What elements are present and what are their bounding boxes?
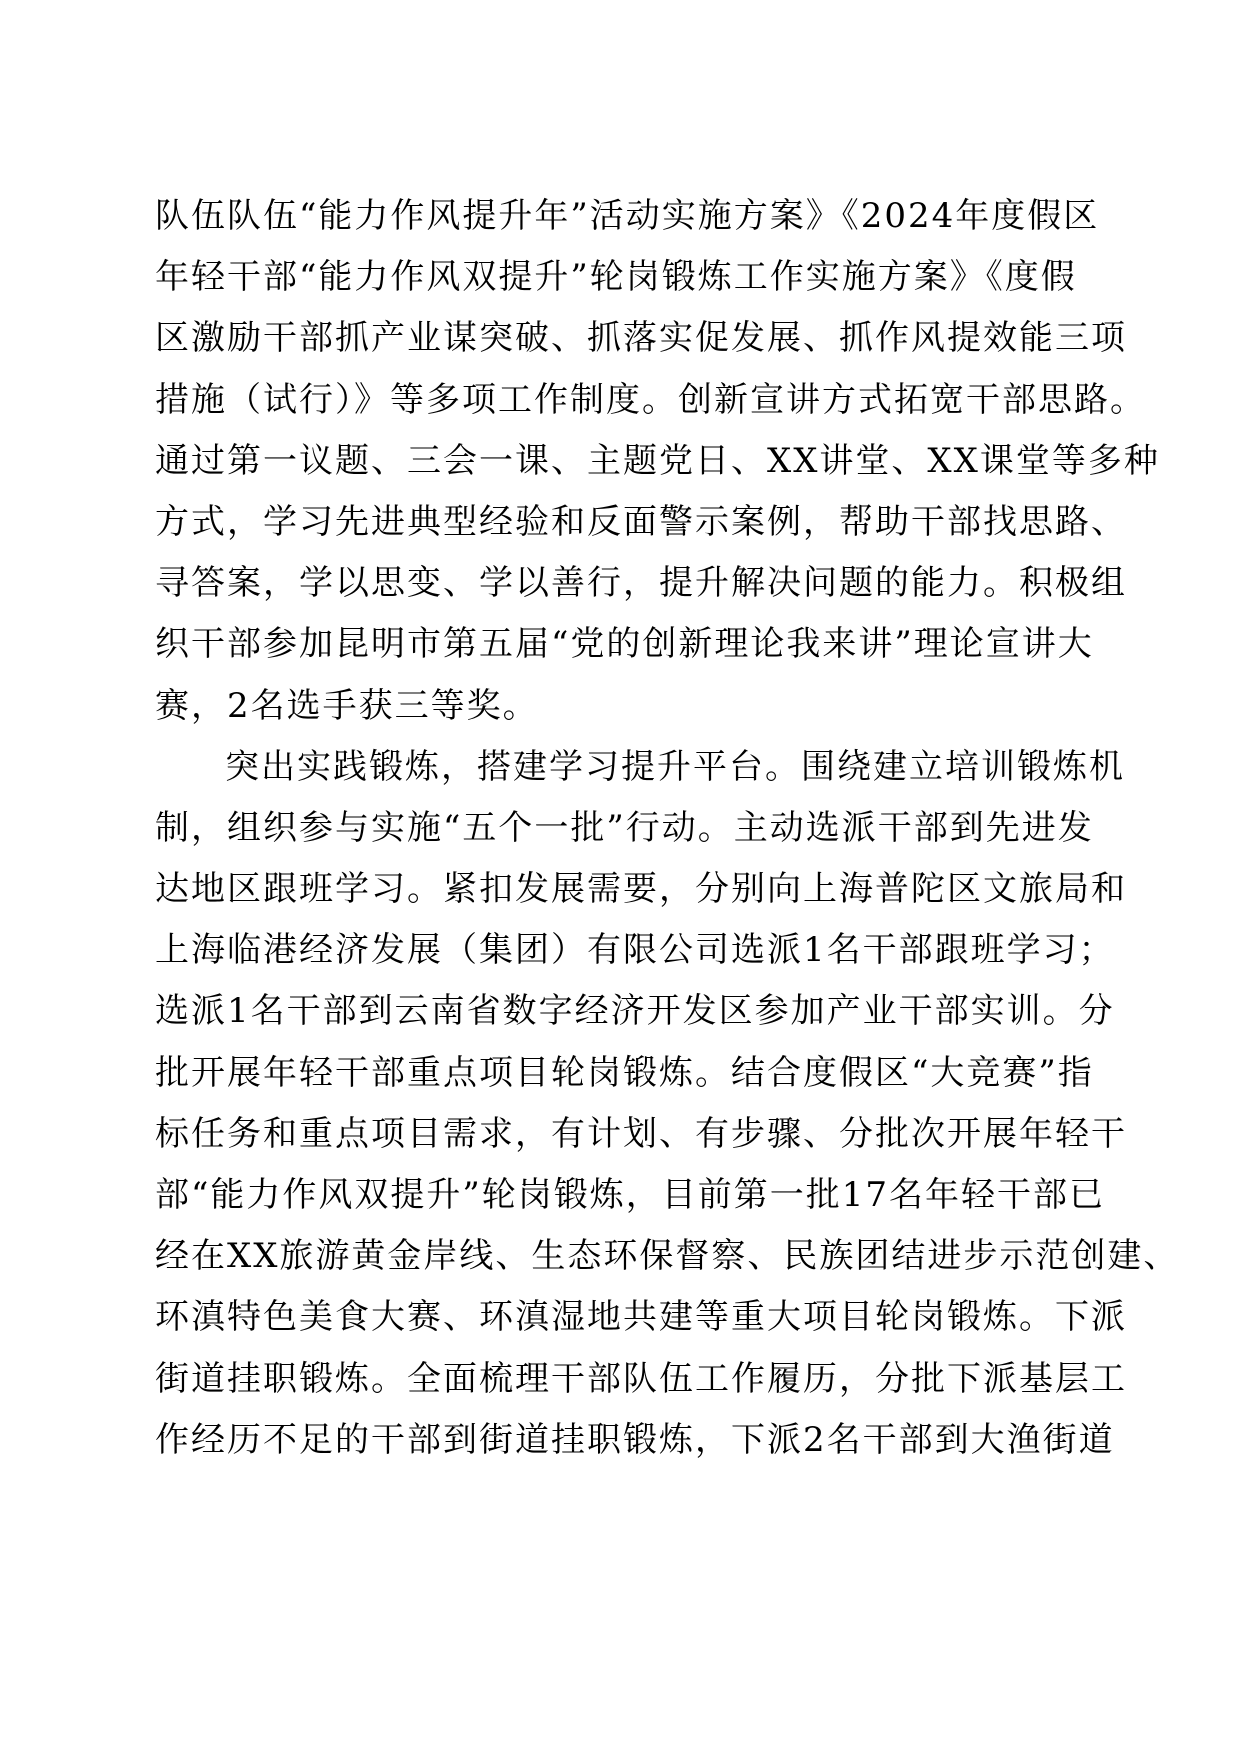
text-line: 标任务和重点项目需求，有计划、有步骤、分批次开展年轻干 — [155, 1113, 1127, 1154]
text-line: 部“能力作风双提升”轮岗锻炼，目前第一批17名年轻干部已 — [155, 1175, 1106, 1215]
text-line-first-indented: 突出实践锻炼，搭建学习提升平台。围绕建立培训锻炼机 — [225, 746, 1125, 787]
text-line: 上海临港经济发展（集团）有限公司选派1名干部跟班学习； — [155, 930, 1115, 971]
text-line: 队伍队伍“能力作风提升年”活动实施方案》《2024年度假区 — [155, 196, 1100, 236]
text-line: 区激励干部抓产业谋突破、抓落实促发展、抓作风提效能三项 — [155, 318, 1127, 359]
text-line: 通过第一议题、三会一课、主题党日、XX讲堂、XX课堂等多种 — [155, 440, 1160, 481]
body-text — [155, 186, 1180, 1471]
text-line: 寻答案，学以思变、学以善行，提升解决问题的能力。积极组 — [155, 563, 1127, 604]
paragraph-2 — [155, 737, 1180, 1471]
text-line: 赛，2名选手获三等奖。 — [155, 685, 539, 726]
text-line: 制，组织参与实施“五个一批”行动。主动选派干部到先进发 — [155, 807, 1094, 848]
text-line: 街道挂职锻炼。全面梳理干部队伍工作履历，分批下派基层工 — [155, 1358, 1127, 1399]
text-line: 批开展年轻干部重点项目轮岗锻炼。结合度假区“大竞赛”指 — [155, 1052, 1094, 1093]
text-line: 作经历不足的干部到街道挂职锻炼，下派2名干部到大渔街道 — [155, 1419, 1115, 1460]
text-line: 措施（试行）》等多项工作制度。创新宣讲方式拓宽干部思路。 — [155, 379, 1146, 420]
text-line: 织干部参加昆明市第五届“党的创新理论我来讲”理论宣讲大 — [155, 624, 1094, 665]
text-line: 环滇特色美食大赛、环滇湿地共建等重大项目轮岗锻炼。下派 — [155, 1297, 1127, 1338]
text-line: 达地区跟班学习。紧扣发展需要，分别向上海普陀区文旅局和 — [155, 869, 1127, 910]
paragraph-1 — [155, 186, 1160, 737]
text-line: 经在XX旅游黄金岸线、生态环保督察、民族团结进步示范创建、 — [155, 1236, 1180, 1277]
text-line: 选派1名干部到云南省数字经济开发区参加产业干部实训。分 — [155, 991, 1115, 1032]
text-line: 年轻干部“能力作风双提升”轮岗锻炼工作实施方案》《度假 — [155, 257, 1077, 298]
text-line: 方式，学习先进典型经验和反面警示案例，帮助干部找思路、 — [155, 501, 1127, 542]
